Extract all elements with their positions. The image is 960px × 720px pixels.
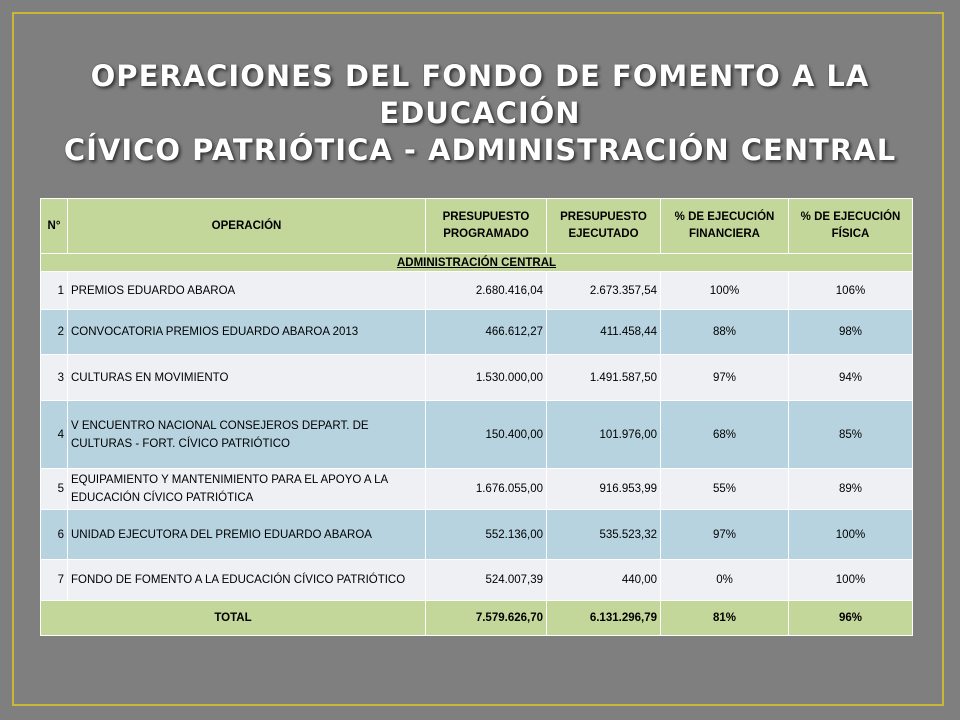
row-operacion: PREMIOS EDUARDO ABAROA xyxy=(68,272,426,310)
row-number: 6 xyxy=(41,510,68,560)
row-ejecutado: 440,00 xyxy=(547,560,661,601)
row-number: 7 xyxy=(41,560,68,601)
row-ejecutado: 101.976,00 xyxy=(547,401,661,469)
row-ejecutado: 2.673.357,54 xyxy=(547,272,661,310)
row-financiera: 97% xyxy=(661,355,789,401)
row-fisica: 94% xyxy=(789,355,913,401)
row-financiera: 68% xyxy=(661,401,789,469)
total-row xyxy=(41,601,913,636)
row-programado: 466.612,27 xyxy=(426,310,547,355)
section-row xyxy=(41,254,913,272)
row-ejecutado: 1.491.587,50 xyxy=(547,355,661,401)
row-financiera: 0% xyxy=(661,560,789,601)
row-operacion: CULTURAS EN MOVIMIENTO xyxy=(68,355,426,401)
row-number: 4 xyxy=(41,401,68,469)
table-row xyxy=(41,355,913,401)
table-row xyxy=(41,560,913,601)
row-ejecutado: 535.523,32 xyxy=(547,510,661,560)
row-programado: 150.400,00 xyxy=(426,401,547,469)
row-fisica: 106% xyxy=(789,272,913,310)
row-operacion: V ENCUENTRO NACIONAL CONSEJEROS DEPART. DE CULTURAS - FORT. CÍVICO PATRIÓTICO xyxy=(68,401,426,469)
table-row xyxy=(41,272,913,310)
row-programado: 2.680.416,04 xyxy=(426,272,547,310)
total-label: TOTAL xyxy=(41,601,426,636)
row-fisica: 100% xyxy=(789,510,913,560)
total-financiera: 81% xyxy=(661,601,789,636)
row-financiera: 55% xyxy=(661,469,789,510)
table-row xyxy=(41,469,913,510)
row-fisica: 98% xyxy=(789,310,913,355)
row-operacion: FONDO DE FOMENTO A LA EDUCACIÓN CÍVICO PATRIÓTICO xyxy=(68,560,426,601)
row-fisica: 100% xyxy=(789,560,913,601)
row-programado: 524.007,39 xyxy=(426,560,547,601)
total-ejecutado: 6.131.296,79 xyxy=(547,601,661,636)
table-header-row xyxy=(41,199,913,254)
total-programado: 7.579.626,70 xyxy=(426,601,547,636)
row-programado: 552.136,00 xyxy=(426,510,547,560)
row-ejecutado: 916.953,99 xyxy=(547,469,661,510)
row-fisica: 85% xyxy=(789,401,913,469)
table-row xyxy=(41,310,913,355)
row-operacion: EQUIPAMIENTO Y MANTENIMIENTO PARA EL APOYO A LA EDUCACIÓN CÍVICO PATRIÓTICA xyxy=(68,469,426,510)
total-fisica: 96% xyxy=(789,601,913,636)
table-row xyxy=(41,401,913,469)
section-label: ADMINISTRACIÓN CENTRAL xyxy=(41,254,913,272)
header-operacion: OPERACIÓN xyxy=(68,199,426,254)
operations-table xyxy=(40,198,913,636)
row-operacion: CONVOCATORIA PREMIOS EDUARDO ABAROA 2013 xyxy=(68,310,426,355)
row-financiera: 88% xyxy=(661,310,789,355)
header-fisica: % DE EJECUCIÓN FÍSICA xyxy=(789,199,913,254)
row-fisica: 89% xyxy=(789,469,913,510)
row-programado: 1.530.000,00 xyxy=(426,355,547,401)
header-n: N° xyxy=(41,199,68,254)
row-financiera: 100% xyxy=(661,272,789,310)
header-ejecutado: PRESUPUESTO EJECUTADO xyxy=(547,199,661,254)
header-programado: PRESUPUESTO PROGRAMADO xyxy=(426,199,547,254)
title-line-2: CÍVICO PATRIÓTICA - ADMINISTRACIÓN CENTRAL xyxy=(63,133,897,167)
row-financiera: 97% xyxy=(661,510,789,560)
row-number: 1 xyxy=(41,272,68,310)
row-programado: 1.676.055,00 xyxy=(426,469,547,510)
title-line-1: OPERACIONES DEL FONDO DE FOMENTO A LA EDUCACIÓN xyxy=(90,59,870,130)
row-number: 3 xyxy=(41,355,68,401)
row-ejecutado: 411.458,44 xyxy=(547,310,661,355)
header-financiera: % DE EJECUCIÓN FINANCIERA xyxy=(661,199,789,254)
row-operacion: UNIDAD EJECUTORA DEL PREMIO EDUARDO ABAROA xyxy=(68,510,426,560)
table-row xyxy=(41,510,913,560)
slide-title xyxy=(40,58,920,169)
row-number: 2 xyxy=(41,310,68,355)
row-number: 5 xyxy=(41,469,68,510)
